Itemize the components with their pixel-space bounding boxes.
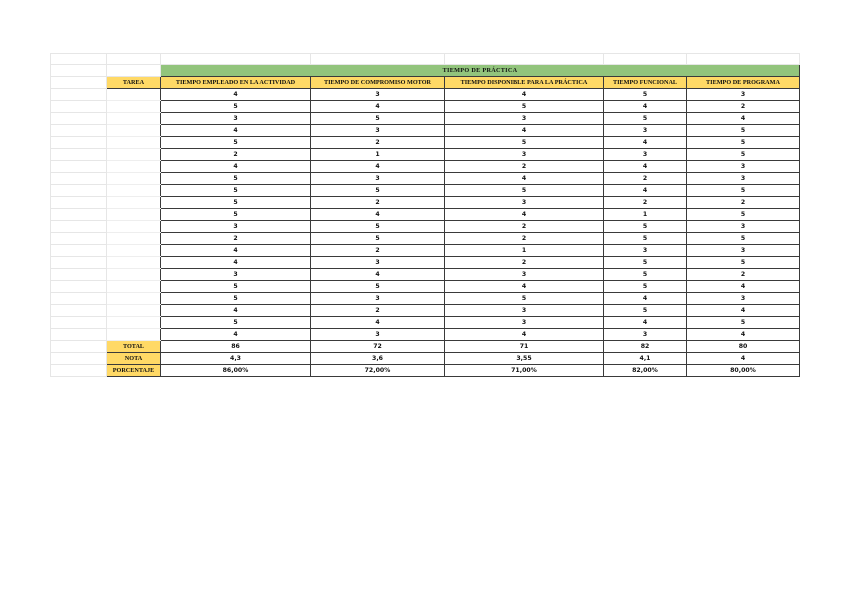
- data-cell[interactable]: 3: [604, 329, 687, 341]
- data-cell[interactable]: 5: [161, 209, 311, 221]
- data-cell[interactable]: 5: [604, 221, 687, 233]
- gutter-cell: [51, 89, 107, 101]
- data-cell[interactable]: 5: [161, 197, 311, 209]
- data-cell[interactable]: 5: [687, 257, 800, 269]
- data-cell[interactable]: 2: [445, 221, 604, 233]
- summary-value[interactable]: 4,1: [604, 353, 687, 365]
- table-row: [51, 329, 800, 341]
- tarea-cell[interactable]: [107, 293, 161, 305]
- data-cell[interactable]: 3: [161, 221, 311, 233]
- data-cell[interactable]: 3: [445, 317, 604, 329]
- gutter-cell: [51, 245, 107, 257]
- data-cell[interactable]: 1: [445, 245, 604, 257]
- table-row: [51, 149, 800, 161]
- data-cell[interactable]: 3: [161, 113, 311, 125]
- data-cell[interactable]: 4: [311, 101, 445, 113]
- data-cell[interactable]: 3: [687, 245, 800, 257]
- tarea-cell[interactable]: [107, 209, 161, 221]
- gutter-cell: [51, 233, 107, 245]
- data-cell[interactable]: 5: [311, 281, 445, 293]
- header-tarea[interactable]: TAREA: [107, 77, 161, 89]
- data-cell[interactable]: 5: [604, 269, 687, 281]
- table-row: [51, 125, 800, 137]
- table-row: [51, 281, 800, 293]
- data-cell[interactable]: 2: [604, 197, 687, 209]
- tarea-cell[interactable]: [107, 185, 161, 197]
- gutter-cell: [51, 173, 107, 185]
- data-cell[interactable]: 3: [604, 125, 687, 137]
- summary-label[interactable]: NOTA: [107, 353, 161, 365]
- summary-row: [51, 353, 800, 365]
- summary-value[interactable]: 71: [445, 341, 604, 353]
- data-cell[interactable]: 5: [687, 149, 800, 161]
- data-cell[interactable]: 3: [604, 245, 687, 257]
- tarea-cell[interactable]: [107, 101, 161, 113]
- empty-cell: [107, 54, 161, 65]
- gutter-cell: [51, 341, 107, 353]
- table-row: [51, 233, 800, 245]
- data-cell[interactable]: 5: [161, 173, 311, 185]
- data-cell[interactable]: 4: [311, 161, 445, 173]
- gutter-cell: [51, 65, 107, 77]
- gutter-cell: [51, 137, 107, 149]
- data-cell[interactable]: 2: [687, 269, 800, 281]
- gutter-cell: [51, 221, 107, 233]
- gutter-cell: [51, 101, 107, 113]
- tarea-cell[interactable]: [107, 197, 161, 209]
- table-row: [51, 221, 800, 233]
- gutter-cell: [51, 149, 107, 161]
- gutter-cell: [51, 329, 107, 341]
- summary-value[interactable]: 80,00%: [687, 365, 800, 377]
- table-row: [51, 293, 800, 305]
- data-cell[interactable]: 4: [445, 281, 604, 293]
- data-cell[interactable]: 4: [445, 209, 604, 221]
- data-cell[interactable]: 4: [604, 317, 687, 329]
- tarea-cell[interactable]: [107, 269, 161, 281]
- gutter-cell: [51, 113, 107, 125]
- data-cell[interactable]: 3: [445, 197, 604, 209]
- tarea-cell[interactable]: [107, 221, 161, 233]
- data-cell[interactable]: 3: [687, 293, 800, 305]
- empty-cell: [687, 54, 800, 65]
- data-cell[interactable]: 4: [604, 293, 687, 305]
- data-cell[interactable]: 3: [311, 257, 445, 269]
- summary-value[interactable]: 80: [687, 341, 800, 353]
- data-cell[interactable]: 5: [604, 89, 687, 101]
- gutter-cell: [51, 185, 107, 197]
- gutter-cell: [51, 197, 107, 209]
- data-cell[interactable]: 5: [311, 185, 445, 197]
- empty-cell: [445, 54, 604, 65]
- data-cell[interactable]: 2: [604, 173, 687, 185]
- data-cell[interactable]: 4: [687, 113, 800, 125]
- data-cell[interactable]: 3: [445, 149, 604, 161]
- gutter-cell: [51, 209, 107, 221]
- tarea-cell[interactable]: [107, 245, 161, 257]
- empty-cell: [311, 54, 445, 65]
- summary-value[interactable]: 86: [161, 341, 311, 353]
- data-cell[interactable]: 5: [161, 317, 311, 329]
- table-row: [51, 113, 800, 125]
- data-cell[interactable]: 4: [604, 101, 687, 113]
- header-row: [51, 77, 800, 89]
- data-cell[interactable]: 5: [161, 101, 311, 113]
- data-cell[interactable]: 4: [161, 329, 311, 341]
- data-cell[interactable]: 5: [687, 317, 800, 329]
- gutter-cell: [51, 365, 107, 377]
- gutter-cell: [51, 317, 107, 329]
- data-cell[interactable]: 1: [311, 149, 445, 161]
- column-header[interactable]: TIEMPO DISPONIBLE PARA LA PRÁCTICA: [445, 77, 604, 89]
- table-row: [51, 161, 800, 173]
- gutter-cell: [107, 65, 161, 77]
- practice-time-table: [50, 53, 800, 377]
- data-cell[interactable]: 4: [687, 329, 800, 341]
- data-cell[interactable]: 4: [311, 269, 445, 281]
- tarea-cell[interactable]: [107, 137, 161, 149]
- table-title[interactable]: TIEMPO DE PRÁCTICA: [161, 65, 800, 77]
- table-row: [51, 185, 800, 197]
- data-cell[interactable]: 3: [687, 173, 800, 185]
- data-cell[interactable]: 1: [604, 209, 687, 221]
- data-cell[interactable]: 5: [687, 233, 800, 245]
- data-cell[interactable]: 2: [687, 101, 800, 113]
- data-cell[interactable]: 2: [445, 233, 604, 245]
- table-row: [51, 89, 800, 101]
- data-cell[interactable]: 5: [687, 209, 800, 221]
- table-row: [51, 317, 800, 329]
- data-cell[interactable]: 5: [161, 293, 311, 305]
- summary-label[interactable]: PORCENTAJE: [107, 365, 161, 377]
- column-header[interactable]: TIEMPO DE PROGRAMA: [687, 77, 800, 89]
- data-cell[interactable]: 2: [311, 197, 445, 209]
- data-cell[interactable]: 4: [161, 89, 311, 101]
- summary-value[interactable]: 4,3: [161, 353, 311, 365]
- empty-cell: [161, 54, 311, 65]
- summary-value[interactable]: 71,00%: [445, 365, 604, 377]
- table-row: [51, 209, 800, 221]
- data-cell[interactable]: 4: [161, 161, 311, 173]
- data-cell[interactable]: 5: [161, 137, 311, 149]
- table-row: [51, 173, 800, 185]
- data-cell[interactable]: 5: [445, 101, 604, 113]
- data-cell[interactable]: 5: [687, 137, 800, 149]
- data-cell[interactable]: 5: [311, 221, 445, 233]
- data-cell[interactable]: 3: [687, 89, 800, 101]
- empty-cell: [51, 54, 107, 65]
- gutter-cell: [51, 281, 107, 293]
- data-cell[interactable]: 5: [604, 233, 687, 245]
- summary-value[interactable]: 3,55: [445, 353, 604, 365]
- tarea-cell[interactable]: [107, 281, 161, 293]
- table-row: [51, 305, 800, 317]
- data-cell[interactable]: 5: [161, 281, 311, 293]
- data-cell[interactable]: 3: [311, 89, 445, 101]
- gutter-cell: [51, 161, 107, 173]
- data-cell[interactable]: 3: [311, 125, 445, 137]
- tarea-cell[interactable]: [107, 89, 161, 101]
- data-cell[interactable]: 4: [687, 281, 800, 293]
- summary-row: [51, 365, 800, 377]
- data-cell[interactable]: 2: [687, 197, 800, 209]
- data-cell[interactable]: 4: [161, 257, 311, 269]
- data-cell[interactable]: 4: [687, 305, 800, 317]
- tarea-cell[interactable]: [107, 173, 161, 185]
- data-cell[interactable]: 2: [161, 149, 311, 161]
- empty-cell: [604, 54, 687, 65]
- summary-value[interactable]: 72: [311, 341, 445, 353]
- gutter-cell: [51, 125, 107, 137]
- data-cell[interactable]: 3: [311, 329, 445, 341]
- data-cell[interactable]: 5: [445, 137, 604, 149]
- tarea-cell[interactable]: [107, 125, 161, 137]
- summary-value[interactable]: 86,00%: [161, 365, 311, 377]
- data-cell[interactable]: 4: [161, 245, 311, 257]
- data-cell[interactable]: 4: [445, 329, 604, 341]
- table-row: [51, 245, 800, 257]
- data-cell[interactable]: 5: [604, 113, 687, 125]
- data-cell[interactable]: 3: [311, 293, 445, 305]
- gutter-cell: [51, 269, 107, 281]
- gutter-cell: [51, 293, 107, 305]
- data-cell[interactable]: 4: [445, 125, 604, 137]
- data-cell[interactable]: 5: [311, 233, 445, 245]
- data-cell[interactable]: 5: [687, 185, 800, 197]
- summary-value[interactable]: 4: [687, 353, 800, 365]
- data-cell[interactable]: 4: [604, 161, 687, 173]
- summary-value[interactable]: 82,00%: [604, 365, 687, 377]
- data-cell[interactable]: 3: [311, 173, 445, 185]
- data-cell[interactable]: 2: [311, 245, 445, 257]
- data-cell[interactable]: 4: [311, 317, 445, 329]
- data-cell[interactable]: 5: [445, 185, 604, 197]
- table-row: [51, 257, 800, 269]
- table-row: [51, 197, 800, 209]
- gutter-cell: [51, 353, 107, 365]
- column-header[interactable]: TIEMPO FUNCIONAL: [604, 77, 687, 89]
- data-cell[interactable]: 5: [445, 293, 604, 305]
- table-row: [51, 137, 800, 149]
- data-cell[interactable]: 3: [161, 269, 311, 281]
- data-cell[interactable]: 5: [687, 125, 800, 137]
- data-cell[interactable]: 2: [311, 137, 445, 149]
- blank-row: [51, 54, 800, 65]
- gutter-cell: [51, 77, 107, 89]
- data-cell[interactable]: 4: [311, 209, 445, 221]
- data-cell[interactable]: 4: [604, 185, 687, 197]
- tarea-cell[interactable]: [107, 329, 161, 341]
- column-header[interactable]: TIEMPO EMPLEADO EN LA ACTIVIDAD: [161, 77, 311, 89]
- table-row: [51, 101, 800, 113]
- gutter-cell: [51, 257, 107, 269]
- data-cell[interactable]: 3: [604, 149, 687, 161]
- data-cell[interactable]: 4: [161, 125, 311, 137]
- gutter-cell: [51, 305, 107, 317]
- data-cell[interactable]: 4: [445, 89, 604, 101]
- data-cell[interactable]: 4: [445, 173, 604, 185]
- data-cell[interactable]: 5: [604, 257, 687, 269]
- summary-value[interactable]: 82: [604, 341, 687, 353]
- spreadsheet: [50, 53, 799, 375]
- tarea-cell[interactable]: [107, 317, 161, 329]
- data-cell[interactable]: 5: [604, 281, 687, 293]
- summary-label[interactable]: TOTAL: [107, 341, 161, 353]
- data-cell[interactable]: 2: [161, 233, 311, 245]
- tarea-cell[interactable]: [107, 305, 161, 317]
- data-cell[interactable]: 3: [445, 269, 604, 281]
- data-cell[interactable]: 3: [687, 161, 800, 173]
- data-cell[interactable]: 2: [445, 161, 604, 173]
- data-cell[interactable]: 5: [161, 185, 311, 197]
- summary-row: [51, 341, 800, 353]
- data-cell[interactable]: 3: [687, 221, 800, 233]
- tarea-cell[interactable]: [107, 149, 161, 161]
- tarea-cell[interactable]: [107, 233, 161, 245]
- title-row: [51, 65, 800, 77]
- data-cell[interactable]: 5: [604, 305, 687, 317]
- tarea-cell[interactable]: [107, 113, 161, 125]
- tarea-cell[interactable]: [107, 161, 161, 173]
- table-row: [51, 269, 800, 281]
- summary-value[interactable]: 72,00%: [311, 365, 445, 377]
- tarea-cell[interactable]: [107, 257, 161, 269]
- data-cell[interactable]: 2: [445, 257, 604, 269]
- summary-value[interactable]: 3,6: [311, 353, 445, 365]
- data-cell[interactable]: 2: [311, 305, 445, 317]
- data-cell[interactable]: 4: [161, 305, 311, 317]
- data-cell[interactable]: 3: [445, 305, 604, 317]
- column-header[interactable]: TIEMPO DE COMPROMISO MOTOR: [311, 77, 445, 89]
- data-cell[interactable]: 4: [604, 137, 687, 149]
- data-cell[interactable]: 3: [445, 113, 604, 125]
- data-cell[interactable]: 5: [311, 113, 445, 125]
